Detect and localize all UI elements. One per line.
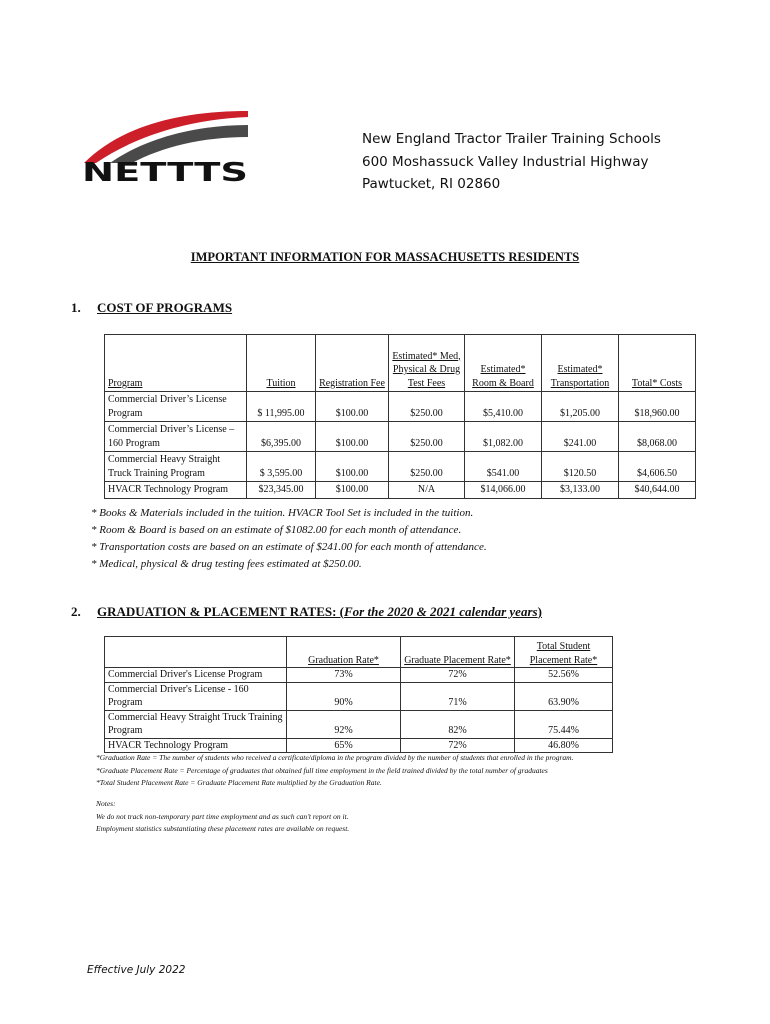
- note-line: We do not track non-temporary part time employment and as such can’t report on it.: [96, 811, 349, 821]
- column-header: Total Student Placement Rate*: [515, 637, 613, 668]
- note-line: * Medical, physical & drug testing fees estimated at $250.00.: [91, 558, 362, 570]
- note-line: Employment statistics substantiating these placement rates are available on request.: [96, 824, 350, 833]
- definition-line: *Graduation Rate = The number of students who received a certificate/diploma in the program divided by the number of students that enrolled in the program.: [96, 753, 574, 762]
- address-line: 600 Moshassuck Valley Industrial Highway: [362, 153, 649, 170]
- school-address: [362, 128, 661, 196]
- cost-table: [104, 334, 696, 499]
- table-row: Commercial Driver's License - 160 Program 90% 71% 63.90%: [105, 682, 613, 710]
- column-header: Estimated* Med, Physical & Drug Test Fees: [389, 335, 465, 392]
- definition-line: *Graduate Placement Rate = Percentage of graduates that obtained full time employment in the field trained divided by the total number of graduates: [96, 765, 548, 775]
- address-line: Pawtucket, RI 02860: [362, 176, 501, 192]
- page-title: IMPORTANT INFORMATION FOR MASSACHUSETTS RESIDENTS: [190, 250, 580, 264]
- table-row: HVACR Technology Program 65% 72% 46.80%: [105, 738, 613, 753]
- column-header: Tuition: [247, 335, 316, 392]
- definition-line: *Total Student Placement Rate = Graduate Placement Rate multiplied by the Graduation Rate.: [96, 778, 382, 787]
- table-row: Commercial Driver’s License – 160 Program $6,395.00 $100.00 $250.00 $1,082.00 $241.00 $8,068.00: [105, 422, 696, 452]
- rate-definitions: [96, 752, 573, 790]
- note-line: * Books & Materials included in the tuition. HVACR Tool Set is included in the tuition.: [91, 507, 474, 519]
- table-row: HVACR Technology Program $23,345.00 $100.00 N/A $14,066.00 $3,133.00 $40,644.00: [105, 482, 696, 499]
- table-row: Commercial Heavy Straight Truck Training Program 92% 82% 75.44%: [105, 710, 613, 738]
- column-header: Graduation Rate*: [287, 637, 401, 668]
- employment-notes: [96, 798, 349, 836]
- column-header: Total* Costs: [619, 335, 696, 392]
- address-line: New England Tractor Trailer Training Schools: [362, 131, 661, 147]
- column-header: Registration Fee: [316, 335, 389, 392]
- table-header-row: [105, 637, 613, 668]
- nettts-logo: [82, 105, 252, 185]
- section-2-heading: 2. GRADUATION & PLACEMENT RATES: (For the 2020 & 2021 calendar years): [71, 604, 542, 619]
- table-row: Commercial Driver's License Program 73% 72% 52.56%: [105, 668, 613, 683]
- note-line: * Room & Board is based on an estimate of $1082.00 for each month of attendance.: [91, 524, 462, 536]
- column-header: Program: [105, 335, 247, 392]
- table-row: Commercial Heavy Straight Truck Training Program $ 3,595.00 $100.00 $250.00 $541.00 $120.50 $4,606.50: [105, 452, 696, 482]
- section-1-heading: 1. COST OF PROGRAMS: [71, 300, 233, 315]
- effective-date: Effective July 2022: [87, 964, 186, 976]
- column-header: Graduate Placement Rate*: [401, 637, 515, 668]
- note-line: Notes:: [96, 799, 116, 808]
- cost-notes: [91, 505, 487, 573]
- table-header-row: [105, 335, 696, 392]
- column-header: Estimated* Transportation: [542, 335, 619, 392]
- logo-text: NETTTS: [82, 158, 248, 185]
- note-line: * Transportation costs are based on an estimate of $241.00 for each month of attendance.: [91, 541, 487, 553]
- table-row: Commercial Driver’s License Program $ 11,995.00 $100.00 $250.00 $5,410.00 $1,205.00 $18,960.00: [105, 392, 696, 422]
- graduation-table: [104, 636, 613, 753]
- column-header: Estimated* Room & Board: [465, 335, 542, 392]
